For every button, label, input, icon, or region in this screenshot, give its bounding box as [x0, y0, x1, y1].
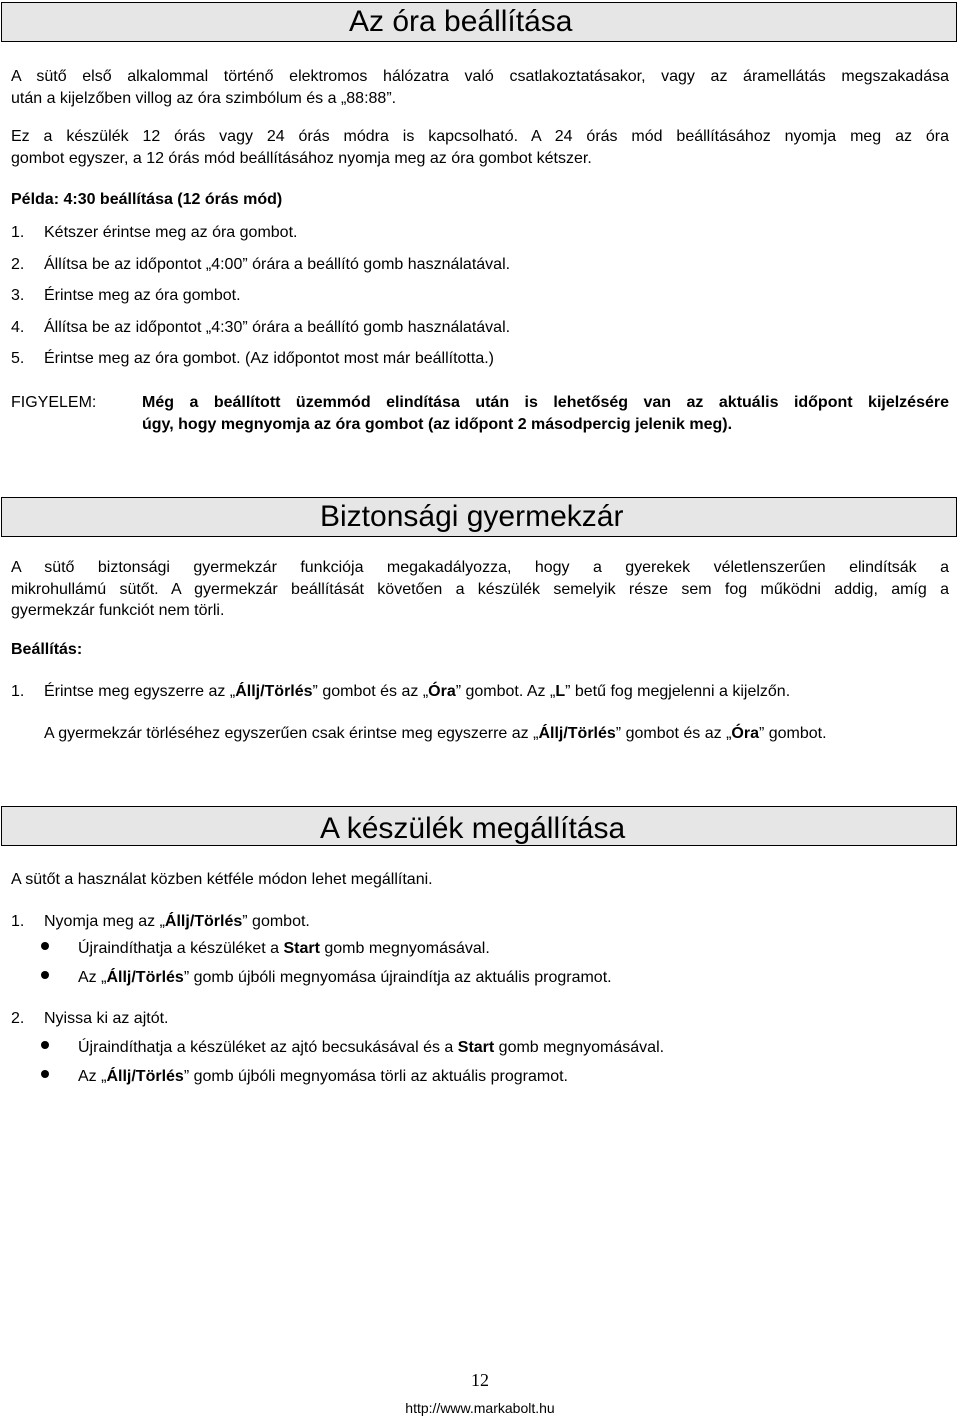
child-lock-step-text: Érintse meg egyszerre az „Állj/Törlés” gombot és az „Óra” gombot. Az „L” betű fog megjelenni a kijelzőn. — [44, 683, 791, 700]
bullet-icon — [41, 971, 49, 979]
section-header-clock — [1, 2, 957, 42]
section-title-clock: Az óra beállítása — [349, 5, 573, 38]
warning-label: FIGYELEM: — [11, 394, 97, 411]
child-lock-paragraph-line-3: gyermekzár funkciót nem törli. — [11, 602, 225, 619]
stop-item-1-bullet-1: Újraindíthatja a készüléket a Start gomb megnyomásával. — [78, 940, 490, 957]
step-number: 3. — [11, 287, 25, 304]
stop-item-2-bullet-2: Az „Állj/Törlés” gomb újbóli megnyomása törli az aktuális programot. — [78, 1068, 568, 1085]
stop-item-2-bullet-1: Újraindíthatja a készüléket az ajtó becsukásával és a Start gomb megnyomásával. — [78, 1039, 665, 1056]
warning-line-2: úgy, hogy megnyomja az óra gombot (az időpont 2 másodpercig jelenik meg). — [142, 416, 733, 433]
step-number: 1. — [11, 913, 25, 930]
bullet-icon — [41, 942, 49, 950]
child-lock-paragraph-line-2: mikrohullámú sütőt. A gyermekzár beállítását követően a készülék semelyik része sem fog működni addig, amíg a — [11, 581, 949, 598]
bullet-icon — [41, 1041, 49, 1049]
child-lock-paragraph-line-1: A sütő biztonsági gyermekzár funkciója megakadályozza, hogy a gyerekek véletlenszerűen elindítsák a — [11, 559, 949, 576]
child-lock-clear-text: A gyermekzár törléséhez egyszerűen csak érintse meg egyszerre az „Állj/Törlés” gombot és az „Óra” gombot. — [44, 725, 827, 742]
stop-item-1-bullet-2: Az „Állj/Törlés” gomb újbóli megnyomása újraindítja az aktuális programot. — [78, 969, 612, 986]
section-title-stop: A készülék megállítása — [320, 811, 626, 845]
step-number: 2. — [11, 256, 25, 273]
example-title: Példa: 4:30 beállítása (12 órás mód) — [11, 191, 283, 208]
clock-paragraph-2-line-1: Ez a készülék 12 órás vagy 24 órás módra is kapcsolható. A 24 órás mód beállításához nyomja meg az óra — [11, 128, 949, 145]
step-text: Kétszer érintse meg az óra gombot. — [44, 224, 298, 241]
step-text: Érintse meg az óra gombot. — [44, 287, 241, 304]
footer-url[interactable]: http://www.markabolt.hu — [405, 1400, 555, 1416]
step-text: Érintse meg az óra gombot. (Az időpontot most már beállította.) — [44, 350, 494, 367]
step-number: 1. — [11, 224, 25, 241]
bullet-icon — [41, 1070, 49, 1078]
step-text: Állítsa be az időpontot „4:30” órára a beállító gomb használatával. — [44, 319, 511, 336]
clock-paragraph-2-line-2: gombot egyszer, a 12 órás mód beállításához nyomja meg az óra gombot kétszer. — [11, 150, 592, 167]
setting-label: Beállítás: — [11, 641, 83, 658]
section-header-child-lock — [1, 497, 957, 537]
stop-intro: A sütőt a használat közben kétféle módon lehet megállítani. — [11, 871, 433, 888]
step-number: 2. — [11, 1010, 25, 1027]
page-number: 12 — [471, 1370, 489, 1390]
warning-line-1: Még a beállított üzemmód elindítása után is lehetőség van az aktuális időpont kijelzésére — [142, 394, 949, 411]
clock-paragraph-1-line-2: után a kijelzőben villog az óra szimbólum és a „88:88”. — [11, 90, 397, 107]
step-number: 5. — [11, 350, 25, 367]
step-text: Állítsa be az időpontot „4:00” órára a beállító gomb használatával. — [44, 256, 511, 273]
section-header-stop — [1, 806, 957, 846]
step-number: 1. — [11, 683, 25, 700]
clock-paragraph-1-line-1: A sütő első alkalommal történő elektromos hálózatra való csatlakoztatásakor, vagy az áramellátás megszakadása — [11, 68, 949, 85]
section-title-child-lock: Biztonsági gyermekzár — [320, 500, 624, 533]
step-number: 4. — [11, 319, 25, 336]
stop-item-1-text: Nyomja meg az „Állj/Törlés” gombot. — [44, 913, 310, 930]
stop-item-2-text: Nyissa ki az ajtót. — [44, 1010, 169, 1027]
